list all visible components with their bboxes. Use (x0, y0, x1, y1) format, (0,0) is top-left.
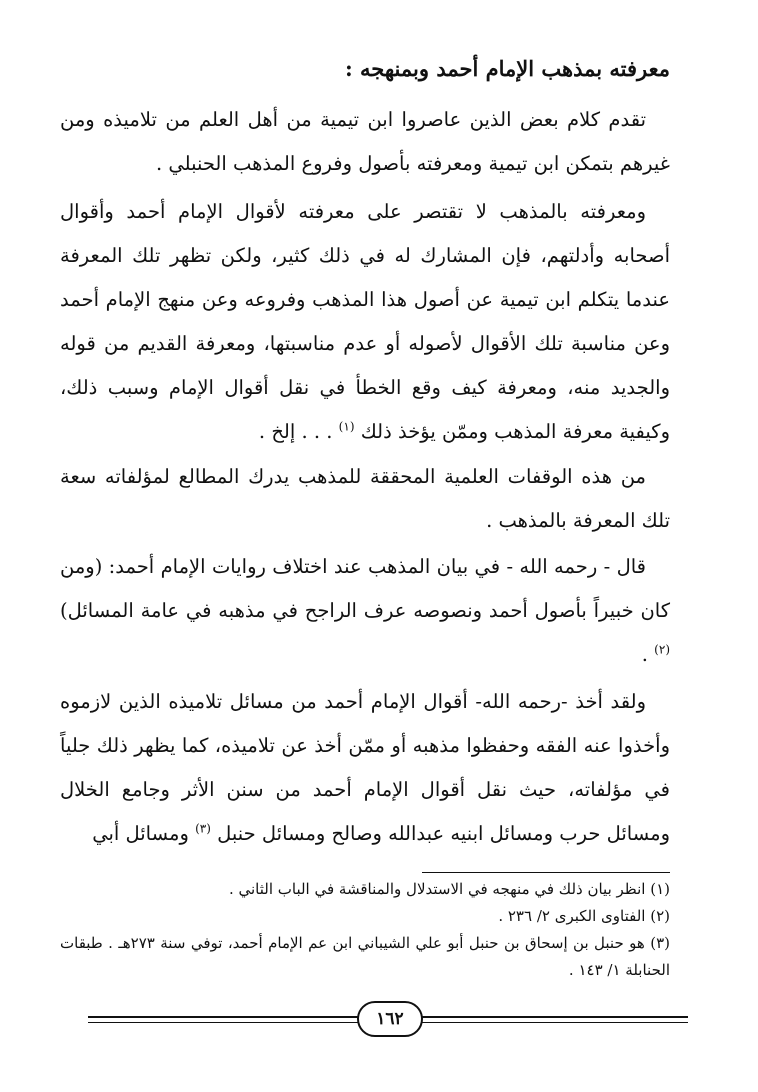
footer-rule-left-thin (88, 1022, 358, 1023)
section-heading: معرفته بمذهب الإمام أحمد وبمنهجه : (344, 56, 670, 81)
footer-rule-right-thin (418, 1022, 688, 1023)
paragraph-1 (60, 98, 670, 186)
footer-rule-left (88, 1016, 358, 1018)
paragraph-3-text: من هذه الوقفات العلمية المحققة للمذهب يدرك المطالع لمؤلفاته سعة تلك المعرفة بالمذهب . (60, 465, 670, 532)
footnote-ref-2: (٢) (654, 642, 670, 657)
footnotes (60, 876, 670, 984)
footnote-separator (422, 872, 670, 873)
paragraph-3 (60, 455, 670, 543)
paragraph-2 (60, 190, 670, 454)
paragraph-1-text: تقدم كلام بعض الذين عاصروا ابن تيمية من أهل العلم من تلاميذه ومن غيرهم بتمكن ابن تيمية ومعرفته بأصول وفروع المذهب الحنبلي . (60, 108, 670, 175)
paragraph-5 (60, 680, 670, 856)
paragraph-2-text: ومعرفته بالمذهب لا تقتصر على معرفته لأقوال الإمام أحمد وأقوال أصحابه وأدلتهم، فإن المشارك له في ذلك كثير، ولكن تظهر تلك المعرفة عندما يتكلم ابن تيمية عن أصول هذا المذهب وفروعه وعن منهج الإمام أحمد وعن مناسبة تلك الأقوال لأصوله أو عدم مناسبتها، ومعرفة القديم من قوله والجديد منه، ومعرفة كيف وقع الخطأ في نقل أقوال الإمام وسبب ذلك، وكيفية معرفة المذهب وممّن يؤخذ ذلك (60, 200, 670, 443)
paragraph-4 (60, 545, 670, 677)
footnote-2: (٢) الفتاوى الكبرى ٢/ ٢٣٦ . (498, 907, 670, 925)
paragraph-4-text: قال - رحمه الله - في بيان المذهب عند اختلاف روايات الإمام أحمد: (ومن كان خبيراً بأصول أحمد ونصوصه عرف الراجح في مذهبه في عامة المسائل) (60, 555, 670, 622)
paragraph-4-tail: . (641, 643, 648, 666)
footer-rule-right (418, 1016, 688, 1018)
footnote-1: (١) انظر بيان ذلك في منهجه في الاستدلال والمناقشة في الباب الثاني . (228, 880, 670, 898)
page-number: ١٦٢ (357, 1001, 423, 1037)
footnote-3: (٣) هو حنبل بن إسحاق بن حنبل أبو علي الشيباني ابن عم الإمام أحمد، توفي سنة ٢٧٣هـ . طبقات الحنابلة ١/ ١٤٣ . (60, 934, 671, 979)
footnote-ref-3: (٣) (195, 821, 211, 836)
paragraph-2-tail: . . . إلخ . (258, 420, 333, 443)
paragraph-5-tail: ومسائل أبي (92, 822, 189, 845)
paragraph-5-text: ولقد أخذ -رحمه الله- أقوال الإمام أحمد من مسائل تلاميذه الذين لازموه وأخذوا عنه الفقه وحفظوا مذهبه أو ممّن أخذ عن تلاميذه، كما يظهر ذلك جلياً في مؤلفاته، حيث نقل أقوال الإمام أحمد من سنن الأثر وجامع الخلال ومسائل حرب ومسائل ابنيه عبدالله وصالح ومسائل حنبل (60, 690, 670, 845)
footnote-ref-1: (١) (338, 419, 355, 434)
